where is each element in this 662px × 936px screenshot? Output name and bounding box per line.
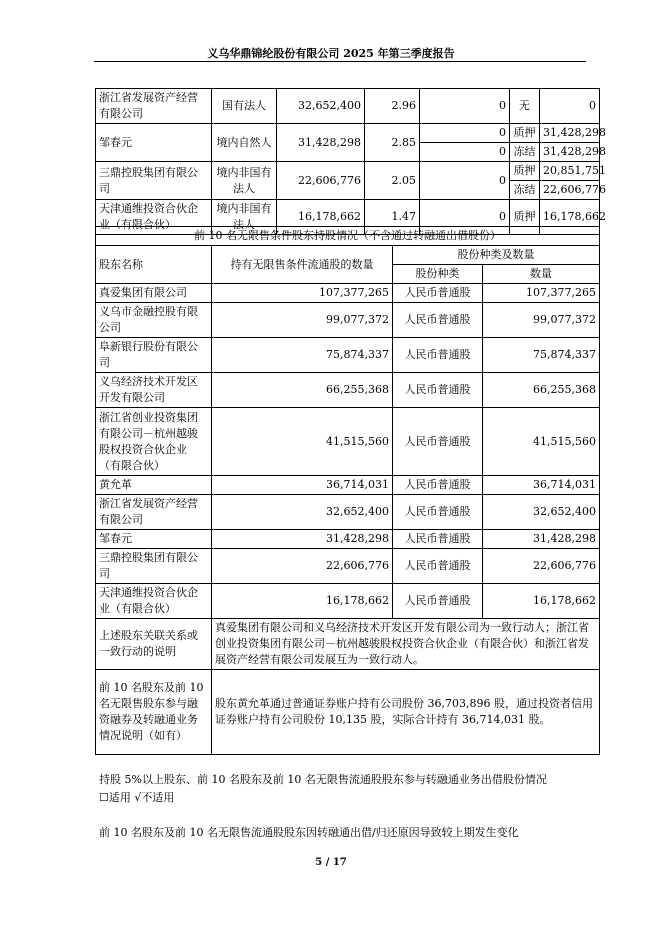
col-qty-header: 数量	[483, 265, 600, 284]
share-type: 人民币普通股	[393, 495, 483, 530]
share-qty: 99,077,372	[483, 303, 600, 338]
unrestricted-shares: 36,714,031	[212, 476, 393, 495]
holding-percent: 2.85	[365, 124, 420, 162]
col-name-header: 股东名称	[96, 246, 212, 284]
unrestricted-shareholders-table	[95, 226, 600, 755]
lending-heading: 持股 5%以上股东、前 10 名股东及前 10 名无限售流通股股东参与转融通业务出借股份情况	[99, 773, 547, 786]
unrestricted-shares: 75,874,337	[212, 338, 393, 373]
share-qty: 16,178,662	[483, 584, 600, 619]
header-divider	[94, 61, 586, 62]
table-row	[96, 338, 600, 373]
holding-percent: 1.47	[365, 200, 420, 235]
share-qty: 75,874,337	[483, 338, 600, 373]
table-row	[96, 476, 600, 495]
section-title: 前 10 名无限售条件股东持股情况（不含通过转融通出借股份）	[96, 227, 600, 246]
share-type: 人民币普通股	[393, 284, 483, 303]
shareholder-name: 天津通维投资合伙企业（有限合伙）	[96, 200, 212, 235]
share-type: 人民币普通股	[393, 373, 483, 408]
shareholder-nature: 国有法人	[212, 89, 277, 124]
share-qty: 32,652,400	[483, 495, 600, 530]
unrestricted-shares: 66,255,368	[212, 373, 393, 408]
pledge-status: 无	[510, 89, 540, 124]
share-type: 人民币普通股	[393, 338, 483, 373]
shareholder-name: 天津通维投资合伙企业（有限合伙）	[96, 584, 212, 619]
shareholder-name: 浙江省创业投资集团有限公司－杭州越骏股权投资合伙企业（有限合伙）	[96, 408, 212, 476]
pledge-status: 质押	[510, 162, 540, 181]
restricted-shares: 0	[420, 143, 510, 162]
top10-shareholders-table	[95, 88, 606, 235]
share-type: 人民币普通股	[393, 584, 483, 619]
share-qty: 66,255,368	[483, 373, 600, 408]
table-row	[96, 373, 600, 408]
shares-held: 16,178,662	[277, 200, 365, 235]
share-qty: 36,714,031	[483, 476, 600, 495]
restricted-shares: 0	[420, 89, 510, 124]
share-qty: 22,606,776	[483, 549, 600, 584]
report-header-title: 义乌华鼎锦纶股份有限公司 2025 年第三季度报告	[207, 47, 455, 60]
col-type-header: 股份种类	[393, 265, 483, 284]
table-row	[96, 549, 600, 584]
share-type: 人民币普通股	[393, 476, 483, 495]
shares-held: 32,652,400	[277, 89, 365, 124]
freeze-qty: 31,428,298	[540, 143, 600, 162]
relation-note-row	[96, 619, 600, 670]
table-row	[96, 584, 600, 619]
unrestricted-shares: 41,515,560	[212, 408, 393, 476]
unrestricted-shares: 16,178,662	[212, 584, 393, 619]
table-row	[96, 284, 600, 303]
col-type-group-header: 股份种类及数量	[393, 246, 600, 265]
shareholder-nature: 境内非国有法人	[212, 200, 277, 235]
holding-percent: 2.05	[365, 162, 420, 200]
pledge-qty: 16,178,662	[540, 200, 600, 235]
table-row	[96, 495, 600, 530]
margin-label: 前 10 名股东及前 10 名无限售股东参与融资融券及转融通业务情况说明（如有）	[96, 670, 212, 755]
shareholder-name: 义乌市金融控股有限公司	[96, 303, 212, 338]
share-type: 人民币普通股	[393, 408, 483, 476]
pledge-qty: 20,851,751	[540, 162, 600, 181]
share-type: 人民币普通股	[393, 530, 483, 549]
shareholder-name: 三鼎控股集团有限公司	[96, 162, 212, 200]
share-qty: 41,515,560	[483, 408, 600, 476]
table-row	[96, 530, 600, 549]
shareholder-name: 邹春元	[96, 530, 212, 549]
relation-label: 上述股东关联关系或一致行动的说明	[96, 619, 212, 670]
unrestricted-shares: 31,428,298	[212, 530, 393, 549]
pledge-qty: 0	[540, 89, 600, 124]
freeze-qty: 22,606,776	[540, 181, 600, 200]
pledge-status: 质押	[510, 200, 540, 235]
table-row	[96, 124, 600, 143]
col-shares-header: 持有无限售条件流通股的数量	[212, 246, 393, 284]
shareholder-nature: 境内非国有法人	[212, 162, 277, 200]
unrestricted-shares: 32,652,400	[212, 495, 393, 530]
section-title-row	[96, 227, 600, 246]
shareholder-name: 三鼎控股集团有限公司	[96, 549, 212, 584]
unrestricted-shares: 22,606,776	[212, 549, 393, 584]
share-qty: 107,377,265	[483, 284, 600, 303]
pledge-status: 质押	[510, 124, 540, 143]
share-qty: 31,428,298	[483, 530, 600, 549]
restricted-shares: 0	[420, 124, 510, 143]
shareholder-name: 黄允革	[96, 476, 212, 495]
freeze-status: 冻结	[510, 181, 540, 200]
table-row	[96, 162, 600, 181]
share-type: 人民币普通股	[393, 303, 483, 338]
change-heading: 前 10 名股东及前 10 名无限售流通股股东因转融通出借/归还原因导致较上期发生变化	[99, 826, 519, 839]
shareholder-name: 浙江省发展资产经营有限公司	[96, 495, 212, 530]
restricted-shares: 0	[420, 200, 510, 235]
share-type: 人民币普通股	[393, 549, 483, 584]
shareholder-name: 阜新银行股份有限公司	[96, 338, 212, 373]
holding-percent: 2.96	[365, 89, 420, 124]
relation-text: 真爱集团有限公司和义乌经济技术开发区开发有限公司为一致行动人；浙江省创业投资集团有限公司－杭州越骏股权投资合伙企业（有限合伙）和浙江省发展资产经营有限公司发展互为一致行动人。	[212, 619, 600, 670]
unrestricted-shares: 107,377,265	[212, 284, 393, 303]
table-row	[96, 303, 600, 338]
shareholder-name: 真爱集团有限公司	[96, 284, 212, 303]
shareholder-name: 义乌经济技术开发区开发有限公司	[96, 373, 212, 408]
page-number: 5 / 17	[315, 857, 347, 868]
unrestricted-shares: 99,077,372	[212, 303, 393, 338]
margin-note-row	[96, 670, 600, 755]
shareholder-nature: 境内自然人	[212, 124, 277, 162]
margin-text: 股东黄允革通过普通证券账户持有公司股份 36,703,896 股，通过投资者信用证券账户持有公司股份 10,135 股，实际合计持有 36,714,031 股。	[212, 670, 600, 755]
lending-options: ☐适用 √不适用	[99, 791, 175, 804]
shareholder-name: 浙江省发展资产经营有限公司	[96, 89, 212, 124]
freeze-status: 冻结	[510, 143, 540, 162]
table-row	[96, 89, 600, 124]
header-row	[96, 246, 600, 265]
shares-held: 31,428,298	[277, 124, 365, 162]
shares-held: 22,606,776	[277, 162, 365, 200]
pledge-qty: 31,428,298	[540, 124, 600, 143]
shareholder-name: 邹春元	[96, 124, 212, 162]
restricted-shares: 0	[420, 162, 510, 200]
table-row	[96, 408, 600, 476]
